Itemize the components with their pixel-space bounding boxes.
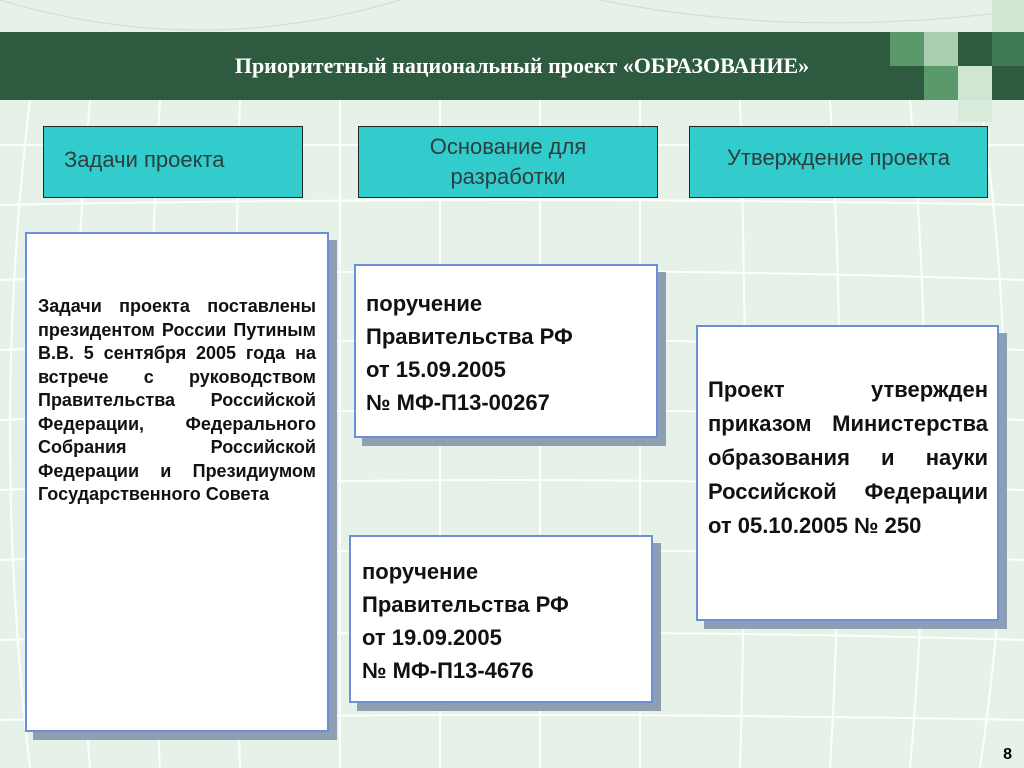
tasks-card-text: Задачи проекта поставлены президентом России Путиным В.В. 5 сентября 2005 года на встрече с руководством Правительства Российской Федерации, Федерального Собрания Российской Федерации и Президиумом Государственного Совета bbox=[38, 296, 316, 504]
header-approval bbox=[689, 126, 988, 198]
order-1-line2: от 15.09.2005 bbox=[366, 357, 506, 382]
order-card-2-text bbox=[362, 555, 642, 687]
order-2-line3: № МФ-П13-4676 bbox=[362, 658, 534, 683]
order-1-line1: поручение Правительства РФ bbox=[366, 291, 573, 349]
header-tasks bbox=[43, 126, 303, 198]
decor-square bbox=[992, 0, 1024, 32]
header-basis-label: Основание для разработки bbox=[429, 134, 587, 189]
decor-square bbox=[890, 32, 924, 66]
header-approval-label: Утверждение проекта bbox=[726, 145, 951, 170]
header-tasks-label: Задачи проекта bbox=[64, 147, 225, 172]
order-2-line1: поручение Правительства РФ bbox=[362, 559, 569, 617]
decor-square bbox=[958, 66, 992, 100]
decor-square bbox=[992, 32, 1024, 66]
decor-square bbox=[924, 66, 958, 100]
decor-square bbox=[924, 32, 958, 66]
order-card-1-text bbox=[366, 287, 646, 419]
order-2-line2: от 19.09.2005 bbox=[362, 625, 502, 650]
order-1-line3: № МФ-П13-00267 bbox=[366, 390, 550, 415]
approval-card-text: Проект утвержден приказом Министерства образования и науки Российской Федерации от 05.10.2005 № 250 bbox=[708, 377, 988, 538]
decor-square bbox=[958, 100, 992, 122]
header-basis bbox=[358, 126, 658, 198]
slide-title: Приоритетный национальный проект «ОБРАЗОВАНИЕ» bbox=[234, 53, 810, 78]
page-number: 8 bbox=[1003, 746, 1012, 763]
